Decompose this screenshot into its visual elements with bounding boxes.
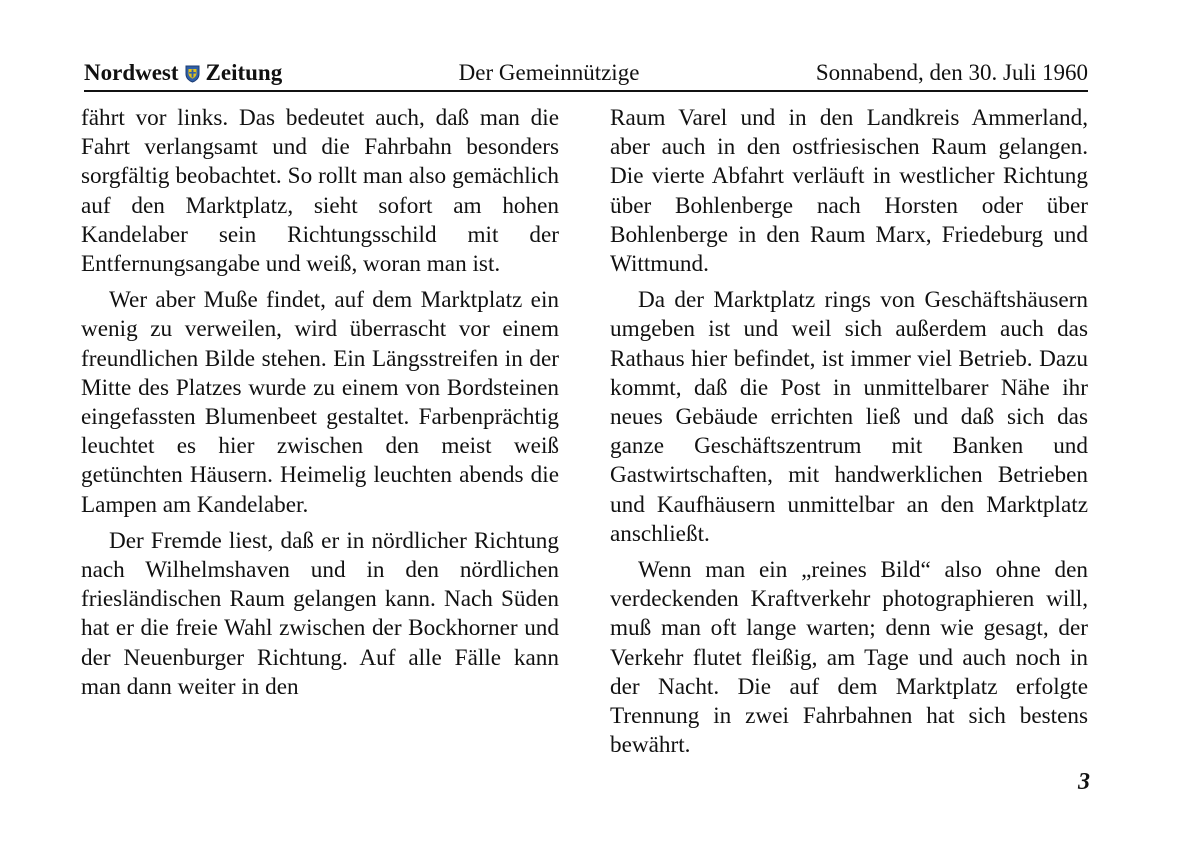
masthead-left: Nordwest [84, 60, 179, 85]
paragraph: Wer aber Muße findet, auf dem Marktplatz ein wenig zu verweilen, wird überrascht vor einem freundlichen Bilde stehen. Ein Längsstreifen in der Mitte des Platzes wurde zu einem von Bordsteinen eingefassten Blumenbeet gestaltet. Farbenprächtig leuchtet es hier zwischen den meist weiß getünchten Häusern. Heimelig leuchten abends die Lampen am Kandelaber. [81, 287, 559, 518]
paragraph: Raum Varel und in den Landkreis Ammerland, aber auch in den ostfriesischen Raum gelangen. Die vierte Abfahrt verläuft in westlicher Richtung über Bohlenberge nach Horsten oder über Bohlenberge in den Raum Marx, Friedeburg und Wittmund. [610, 105, 1088, 278]
masthead-right: Zeitung [205, 60, 283, 85]
paragraph: Wenn man ein „reines Bild“ also ohne den verdeckenden Kraftverkehr photographieren will, muß man oft lange warten; denn wie gesagt, der Verkehr flutet fleißig, am Tage und auch noch in der Nacht. Die auf dem Marktplatz erfolgte Trennung in zwei Fahrbahnen hat sich bestens bewährt. [610, 557, 1088, 759]
coat-of-arms-icon [185, 65, 200, 83]
header-rule [84, 90, 1088, 92]
left-column [81, 104, 559, 709]
paragraph: fährt vor links. Das bedeutet auch, daß man die Fahrt verlangsamt und die Fahrbahn besonders sorgfältig beobachtet. So rollt man also gemächlich auf den Marktplatz, sieht sofort am hohen Kandelaber sein Richtungsschild mit der Entfernungsangabe und weiß, woran man ist. [81, 105, 559, 278]
paragraph: Der Fremde liest, daß er in nördlicher Richtung nach Wilhelmshaven und in den nördlichen friesländischen Raum gelangen kann. Nach Süden hat er die freie Wahl zwischen der Bockhorner und der Neuenburger Richtung. Auf alle Fälle kann man dann weiter in den [81, 527, 559, 700]
paragraph: Da der Marktplatz rings von Geschäftshäusern umgeben ist und weil sich außerdem auch das Rathaus hier befindet, ist immer viel Betrieb. Dazu kommt, daß die Post in unmittelbarer Nähe ihr neues Gebäude errichten ließ und daß sich das ganze Geschäftszentrum mit Banken und Gastwirtschaften, mit handwerklichen Betrieben und Kaufhäusern unmittelbar an den Marktplatz anschließt. [610, 287, 1088, 547]
section-title: Der Gemeinnützige [458, 60, 640, 85]
masthead [84, 58, 282, 88]
page-header [84, 58, 1088, 88]
page-number: 3 [1078, 769, 1090, 795]
issue-date: Sonnabend, den 30. Juli 1960 [815, 60, 1088, 85]
right-column [610, 104, 1088, 767]
